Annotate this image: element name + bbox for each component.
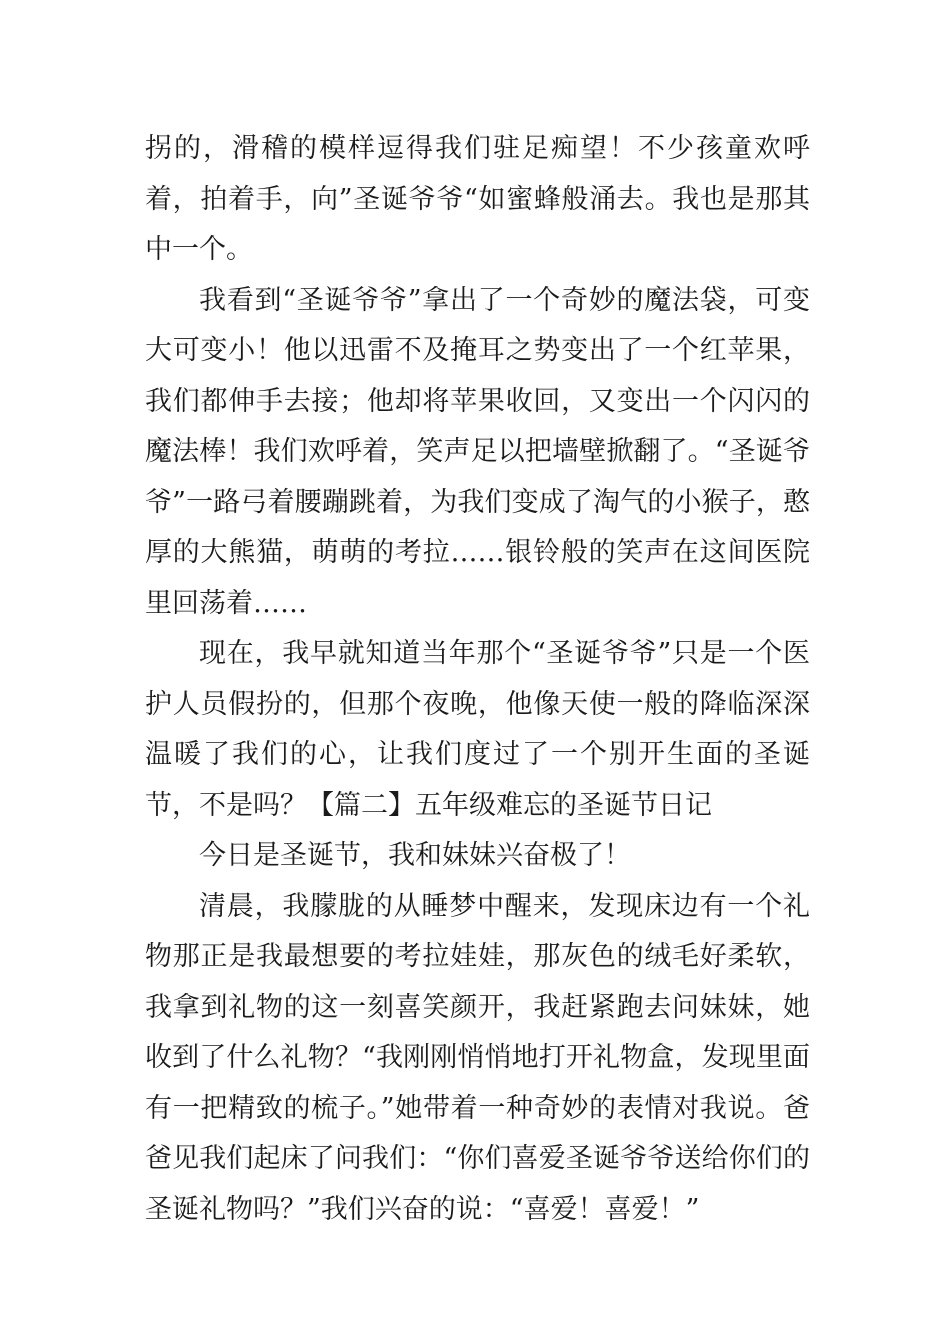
- document-body: [145, 124, 810, 1235]
- paragraph-reflection: 现在，我早就知道当年那个“圣诞爷爷”只是一个医护人员假扮的，但那个夜晚，他像天使一般的降临深深温暖了我们的心，让我们度过了一个别开生面的圣诞节，不是吗？【篇二】五年级难忘的圣诞节日记: [145, 638, 810, 821]
- paragraph-morning-gifts: 清晨，我朦胧的从睡梦中醒来，发现床边有一个礼物那正是我最想要的考拉娃娃，那灰色的绒毛好柔软，我拿到礼物的这一刻喜笑颜开，我赶紧跑去问妹妹，她收到了什么礼物？“我刚刚悄悄地打开礼物盒，发现里面有一把精致的梳子。”她带着一种奇妙的表情对我说。爸爸见我们起床了问我们：“你们喜爱圣诞爷爷送给你们的圣诞礼物吗？”我们兴奋的说：“喜爱！喜爱！”: [145, 890, 810, 1225]
- paragraph-continuation: 拐的，滑稽的模样逗得我们驻足痴望！不少孩童欢呼着，拍着手，向”圣诞爷爷“如蜜蜂般涌去。我也是那其中一个。: [145, 133, 810, 265]
- paragraph-christmas-day: 今日是圣诞节，我和妹妹兴奋极了！: [199, 840, 631, 871]
- paragraph-magic-bag: 我看到“圣诞爷爷”拿出了一个奇妙的魔法袋，可变大可变小！他以迅雷不及掩耳之势变出了一个红苹果，我们都伸手去接；他却将苹果收回，又变出一个闪闪的魔法棒！我们欢呼着，笑声足以把墙壁掀翻了。“圣诞爷爷”一路弓着腰蹦跳着，为我们变成了淘气的小猴子，憨厚的大熊猫，萌萌的考拉……银铃般的笑声在这间医院里回荡着……: [145, 284, 810, 619]
